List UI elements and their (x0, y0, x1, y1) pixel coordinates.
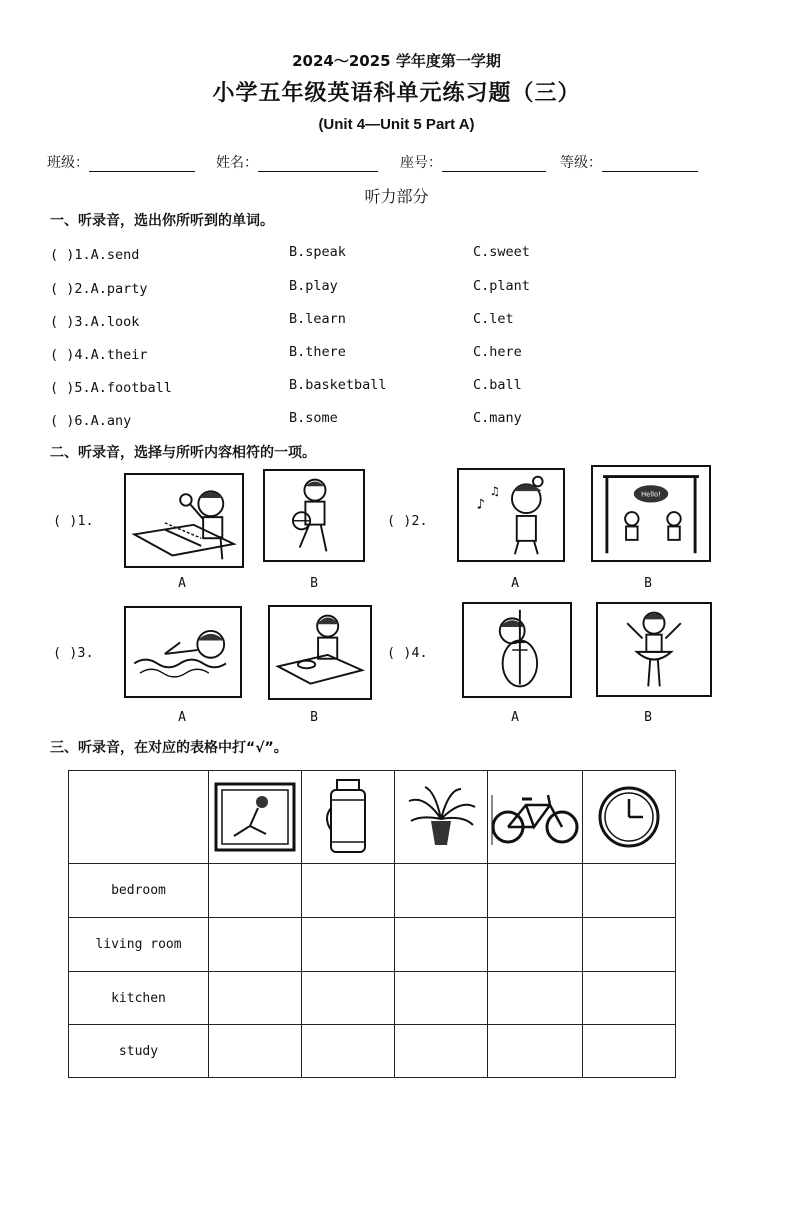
option-a: A.send (90, 247, 140, 263)
item-number: 2. (411, 513, 428, 529)
answer-cell[interactable] (302, 1025, 395, 1078)
answer-paren[interactable]: ( ) (53, 513, 78, 529)
option-c: C.many (473, 410, 522, 426)
answer-cell[interactable] (583, 972, 676, 1025)
answer-cell[interactable] (395, 972, 488, 1025)
page-title: 小学五年级英语科单元练习题（三） (212, 81, 581, 106)
list-item (50, 410, 131, 429)
basketball-drawing (265, 471, 363, 560)
item-number: 1. (77, 513, 94, 529)
info-grade (560, 152, 698, 172)
svg-text:♪: ♪ (476, 497, 486, 513)
svg-text:♫: ♫ (489, 483, 501, 498)
option-b: B.some (289, 410, 338, 426)
option-b: B.speak (289, 244, 346, 260)
table-row (69, 1025, 676, 1078)
answer-cell[interactable] (488, 972, 583, 1025)
seat-blank[interactable] (442, 157, 546, 172)
answer-paren[interactable]: ( ) (387, 513, 412, 529)
option-a-label: A (178, 710, 186, 725)
answer-paren[interactable]: ( ) (50, 281, 75, 297)
option-c: C.ball (473, 377, 522, 393)
section3-title: 三、听录音，在对应的表格中打“√”。 (50, 740, 288, 756)
cooking-drawing (270, 607, 370, 698)
item-number: 3. (77, 645, 94, 661)
answer-cell[interactable] (583, 864, 676, 918)
answer-cell[interactable] (488, 864, 583, 918)
q1-prompt (53, 510, 94, 529)
list-item (50, 377, 172, 396)
list-item (50, 244, 139, 263)
singing-drawing (459, 470, 563, 560)
list-item (50, 344, 148, 363)
school-year: 2024～2025 学年度第一学期 (292, 52, 501, 70)
pipa-player-image[interactable] (462, 602, 572, 698)
table-row (69, 918, 676, 972)
name-label: 姓名： (216, 155, 258, 171)
answer-paren[interactable]: ( ) (53, 645, 78, 661)
row-label: bedroom (69, 864, 209, 918)
option-a: A.look (90, 314, 140, 330)
header-bottle-cell (302, 771, 395, 864)
list-item (50, 278, 148, 297)
name-blank[interactable] (258, 157, 378, 172)
answer-paren[interactable]: ( ) (50, 247, 75, 263)
item-number: 4. (411, 645, 428, 661)
basketball-player-image[interactable] (263, 469, 365, 562)
option-a: A.any (90, 413, 132, 429)
answer-cell[interactable] (395, 918, 488, 972)
dancing-girl-image[interactable] (596, 602, 712, 697)
section2-title: 二、听录音，选择与所听内容相符的一项。 (50, 445, 316, 461)
swimming-drawing (126, 608, 240, 696)
swimming-boy-image[interactable] (124, 606, 242, 698)
children-on-swing-image[interactable] (591, 465, 711, 562)
option-a: A.party (90, 281, 148, 297)
answer-cell[interactable] (302, 864, 395, 918)
answer-cell[interactable] (209, 864, 302, 918)
row-label: study (69, 1025, 209, 1078)
answer-cell[interactable] (209, 1025, 302, 1078)
class-blank[interactable] (89, 157, 195, 172)
item-number: 1. (74, 247, 91, 263)
option-b-label: B (310, 576, 318, 591)
option-c: C.sweet (473, 244, 530, 260)
option-b: B.learn (289, 311, 346, 327)
picture-icon (214, 782, 296, 852)
answer-cell[interactable] (488, 918, 583, 972)
option-c: C.plant (473, 278, 530, 294)
grade-blank[interactable] (602, 157, 698, 172)
cooking-girl-image[interactable] (268, 605, 372, 700)
ping-pong-drawing (126, 475, 242, 566)
item-number: 5. (74, 380, 91, 396)
option-b-label: B (644, 576, 652, 591)
q2-prompt (387, 510, 428, 529)
list-item (50, 311, 139, 330)
answer-cell[interactable] (583, 918, 676, 972)
listening-heading: 听力部分 (364, 187, 429, 206)
option-b: B.there (289, 344, 346, 360)
answer-cell[interactable] (583, 1025, 676, 1078)
ping-pong-player-image[interactable] (124, 473, 244, 568)
answer-paren[interactable]: ( ) (387, 645, 412, 661)
class-label: 班级： (47, 155, 89, 171)
q4-prompt (387, 642, 428, 661)
info-class (47, 152, 195, 172)
item-number: 2. (74, 281, 91, 297)
dancing-drawing (598, 604, 710, 695)
option-b-label: B (310, 710, 318, 725)
answer-cell[interactable] (488, 1025, 583, 1078)
item-number: 6. (74, 413, 91, 429)
swing-drawing (593, 467, 709, 560)
option-a-label: A (511, 710, 519, 725)
bike-icon (490, 789, 580, 845)
option-b: B.basketball (289, 377, 387, 393)
info-seat (400, 152, 546, 172)
section1-title: 一、听录音，选出你所听到的单词。 (50, 213, 274, 229)
table-row (69, 864, 676, 918)
option-b: B.play (289, 278, 338, 294)
option-a: A.football (90, 380, 172, 396)
item-number: 4. (74, 347, 91, 363)
answer-cell[interactable] (302, 972, 395, 1025)
swing-sign-text: Hello! (641, 490, 661, 499)
header-bike-cell (488, 771, 583, 864)
option-a-label: A (511, 576, 519, 591)
answer-table (68, 770, 676, 1078)
answer-cell[interactable] (302, 918, 395, 972)
plant-icon (405, 785, 477, 849)
pipa-drawing (464, 604, 570, 696)
q3-prompt (53, 642, 94, 661)
unit-range: (Unit 4—Unit 5 Part A) (318, 116, 475, 133)
answer-paren[interactable]: ( ) (50, 347, 75, 363)
table-header-row (69, 771, 676, 864)
answer-paren[interactable]: ( ) (50, 314, 75, 330)
answer-cell[interactable] (395, 1025, 488, 1078)
row-label: living room (69, 918, 209, 972)
info-name (216, 152, 378, 172)
answer-cell[interactable] (395, 864, 488, 918)
answer-cell[interactable] (209, 972, 302, 1025)
answer-paren[interactable]: ( ) (50, 380, 75, 396)
singing-girl-image[interactable] (457, 468, 565, 562)
header-plant-cell (395, 771, 488, 864)
answer-paren[interactable]: ( ) (50, 413, 75, 429)
option-c: C.let (473, 311, 514, 327)
option-c: C.here (473, 344, 522, 360)
option-a: A.their (90, 347, 148, 363)
water-bottle-icon (323, 778, 373, 856)
header-clock-cell (583, 771, 676, 864)
option-b-label: B (644, 710, 652, 725)
answer-cell[interactable] (209, 918, 302, 972)
header-picture-cell (209, 771, 302, 864)
item-number: 3. (74, 314, 91, 330)
grade-label: 等级： (560, 155, 602, 171)
row-label: kitchen (69, 972, 209, 1025)
table-row (69, 972, 676, 1025)
option-a-label: A (178, 576, 186, 591)
seat-label: 座号： (400, 155, 442, 171)
empty-corner-cell (69, 771, 209, 864)
clock-icon (597, 785, 661, 849)
